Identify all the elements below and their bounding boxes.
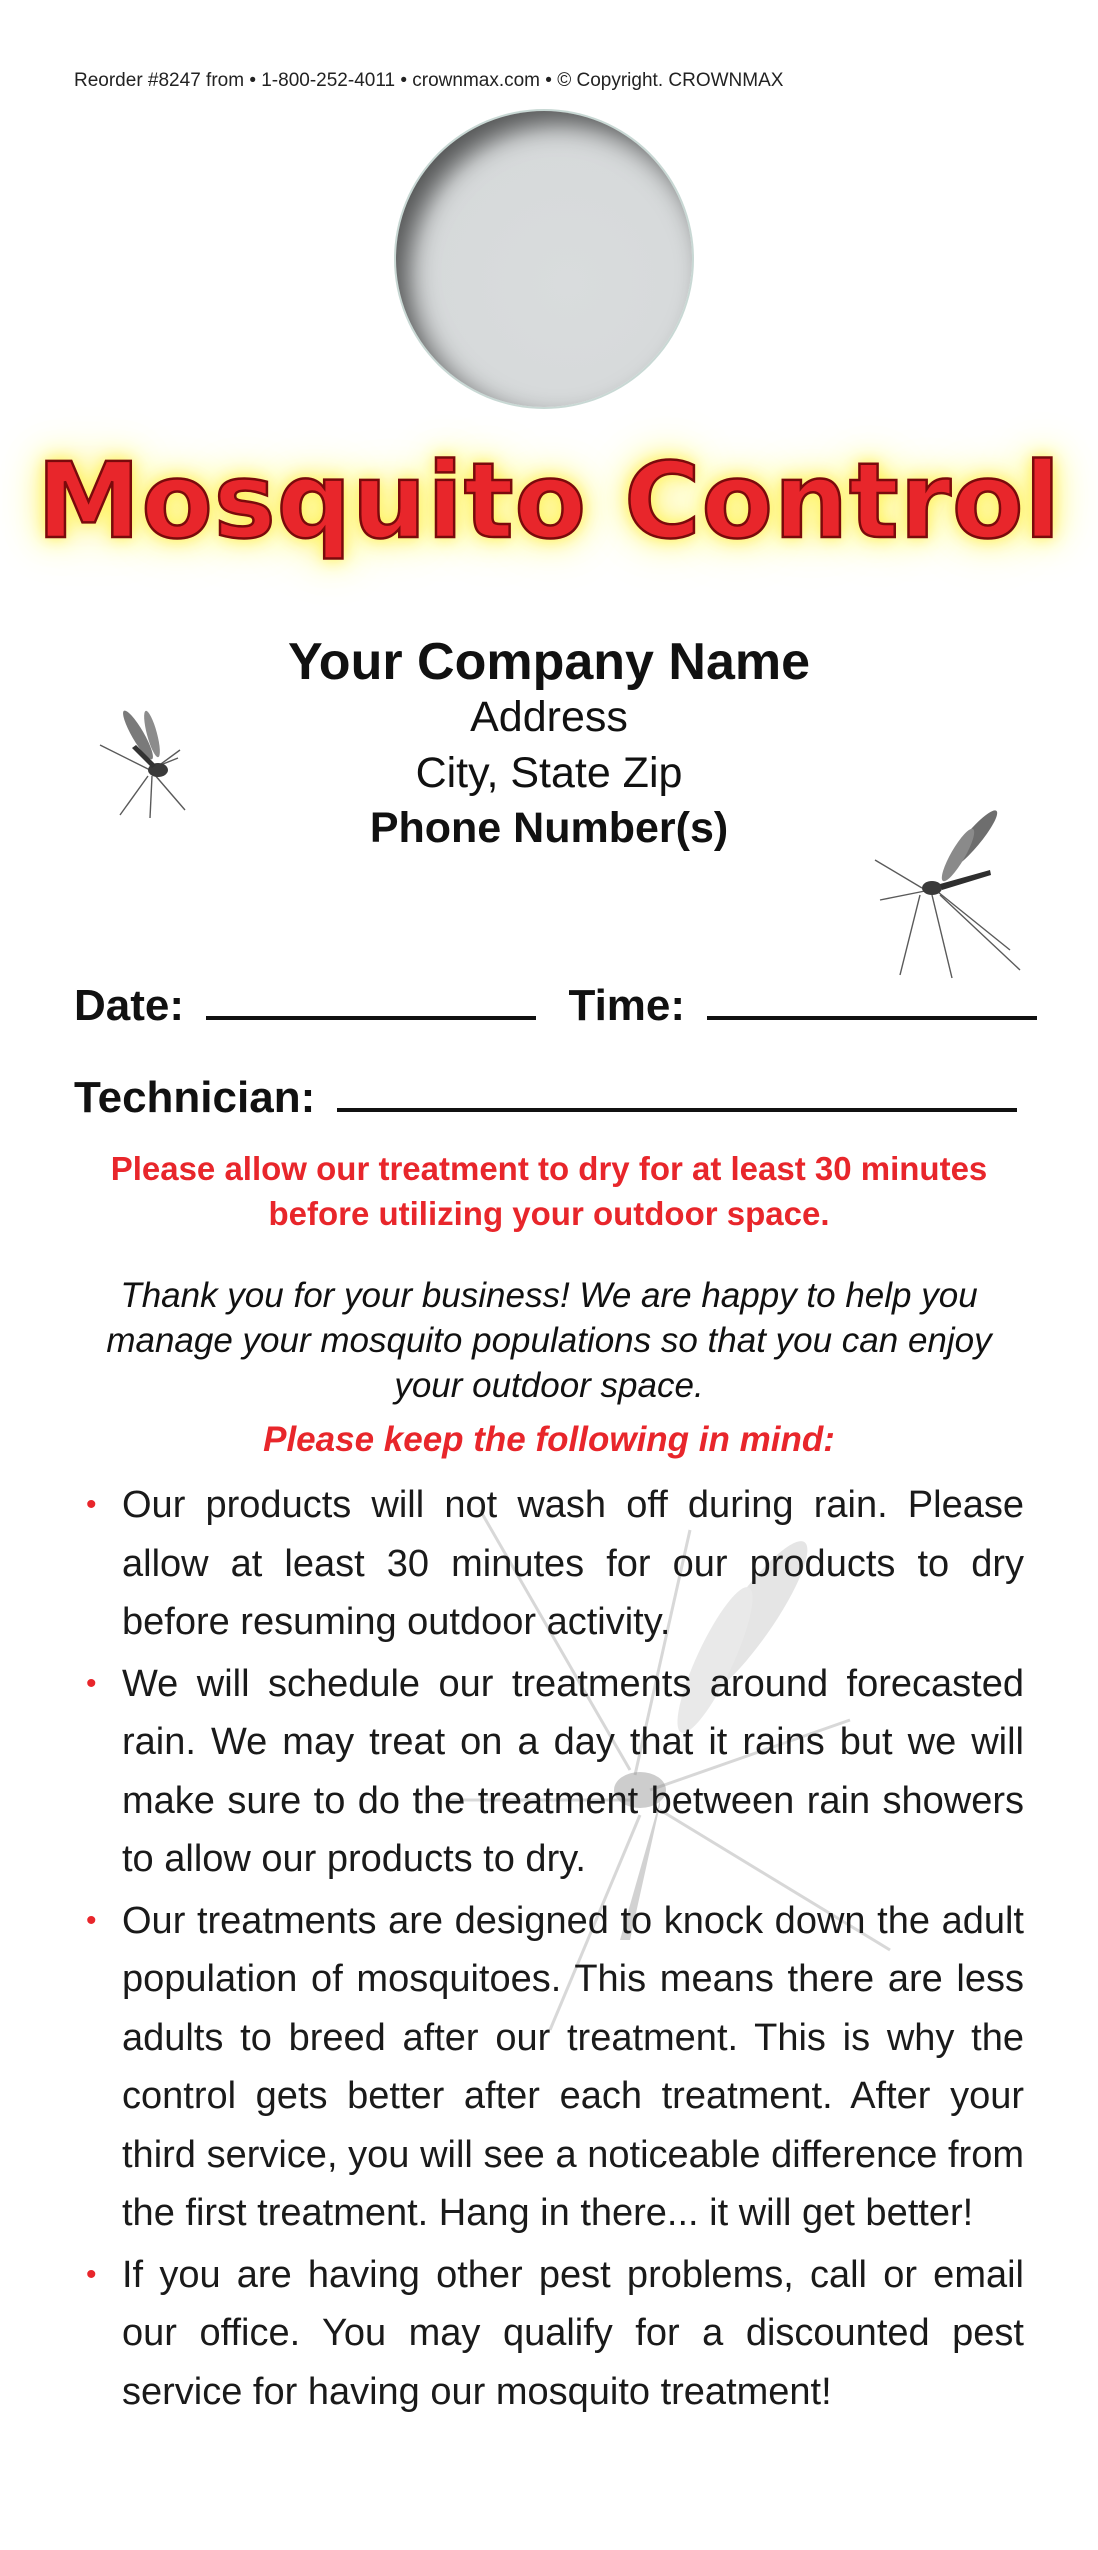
bullet-text: If you are having other pest problems, call or email our office. You may qualify for a discounted pest service for having our mosquito treatment! — [122, 2253, 1024, 2413]
bullet-icon: • — [86, 1666, 97, 1700]
list-item — [74, 1892, 1024, 2243]
company-address: Address — [470, 693, 628, 741]
bullet-icon: • — [86, 1488, 97, 1521]
list-item — [74, 1476, 1024, 1652]
date-time-row — [74, 980, 1037, 1031]
bullet-icon: • — [86, 1903, 97, 1937]
door-hanger-hole — [396, 111, 692, 407]
company-name: Your Company Name — [287, 633, 811, 691]
date-input-line[interactable] — [206, 980, 536, 1020]
thank-you-message: Thank you for your business! We are happy to help you manage your mosquito populations so that you can enjoy your outdoor space. — [106, 1276, 992, 1405]
company-city-state-zip: City, State Zip — [415, 749, 683, 797]
reorder-info: Reorder #8247 from • 1-800-252-4011 • crownmax.com • © Copyright. CROWNMAX — [74, 70, 784, 91]
list-item — [74, 1655, 1024, 1889]
time-label: Time: — [568, 981, 686, 1030]
bullet-text: We will schedule our treatments around forecasted rain. We may treat on a day that it rains but we will make sure to do the treatment between rain showers to allow our products to dry. — [122, 1662, 1024, 1880]
technician-label: Technician: — [74, 1073, 316, 1122]
keep-in-mind-heading: Please keep the following in mind: — [263, 1420, 835, 1459]
list-item — [74, 2246, 1024, 2422]
company-phone: Phone Number(s) — [369, 804, 729, 852]
bullet-text: Our treatments are designed to knock down the adult population of mosquitoes. This means there are less adults to breed after our treatment. This is why the control gets better after each treatment. After your third service, you will see a noticeable difference from the first treatment. Hang in there... it will get better! — [122, 1899, 1024, 2234]
bullet-icon: • — [86, 2257, 97, 2291]
date-label: Date: — [74, 981, 185, 1030]
technician-input-line[interactable] — [337, 1072, 1017, 1112]
bullet-text: Our products will not wash off during rain. Please allow at least 30 minutes for our products to dry before resuming outdoor activity. — [122, 1484, 1024, 1643]
info-bullet-list — [74, 1476, 1024, 2424]
time-input-line[interactable] — [707, 980, 1037, 1020]
page-title: Mosquito Control — [36, 440, 1062, 562]
dry-warning: Please allow our treatment to dry for at least 30 minutes before utilizing your outdoor space. — [110, 1150, 988, 1232]
technician-row — [74, 1072, 1017, 1123]
